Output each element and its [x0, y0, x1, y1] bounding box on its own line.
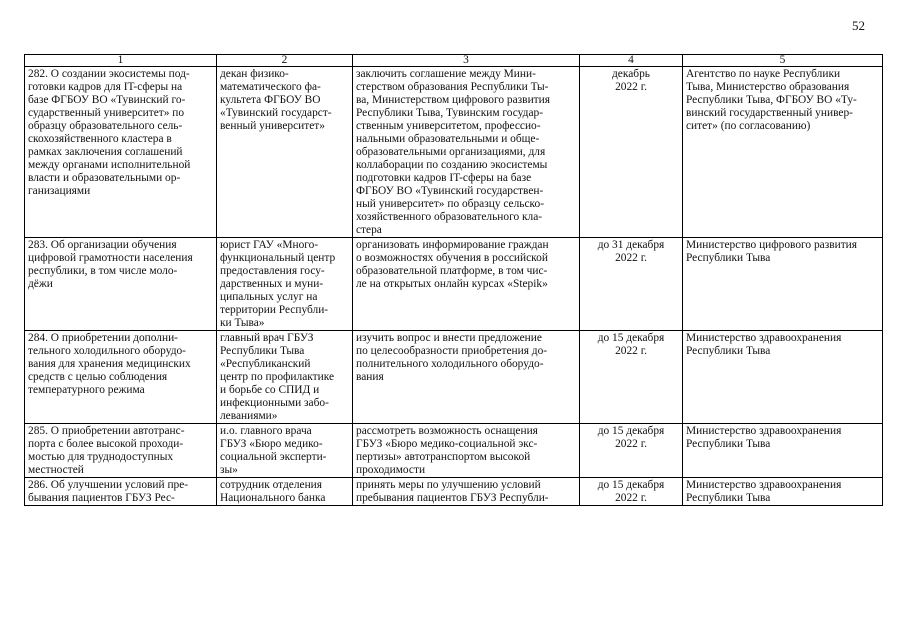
cell-text-line: рамках заключения соглашений [28, 146, 183, 158]
speaker-cell [217, 238, 353, 331]
cell-text-line: территории Республи- [220, 304, 329, 316]
cell-text-line: 2022 г. [615, 345, 647, 357]
deadline-cell [580, 331, 683, 424]
cell-text-line: бывания пациентов ГБУЗ Рес- [28, 492, 175, 504]
column-header: 2 [217, 55, 353, 67]
cell-text-line: венный университет» [220, 120, 325, 132]
cell-text-line: 286. Об улучшении условий пре- [28, 479, 189, 491]
action-cell [353, 478, 580, 506]
cell-text-line: Тыва, Министерство образования [686, 81, 850, 93]
action-cell [353, 331, 580, 424]
cell-text-line: по целесообразности приобретения до- [356, 345, 548, 357]
cell-text-line: стерством образования Республики Ты- [356, 81, 549, 93]
deadline-cell [580, 238, 683, 331]
cell-text-line: Министерство здравоохранения [686, 425, 842, 437]
cell-text-line: леваниями» [220, 410, 278, 422]
cell-text-line: и.о. главного врача [220, 425, 312, 437]
cell-text-line: декан физико- [220, 68, 289, 80]
cell-text-line: декабрь [612, 68, 650, 80]
cell-text-line: и борьбе со СПИД и [220, 384, 320, 396]
cell-text-line: социальной эксперти- [220, 451, 327, 463]
table-row [25, 331, 883, 424]
cell-text-line: нальными образовательными и обще- [356, 133, 540, 145]
speaker-cell [217, 331, 353, 424]
cell-text-line: образовательными организациями, для [356, 146, 546, 158]
cell-text-line: Республики Тыва [686, 345, 771, 357]
cell-text-line: хозяйственного образовательного кла- [356, 211, 543, 223]
cell-text-line: рассмотреть возможность оснащения [356, 425, 538, 437]
cell-text-line: ный университет» по образцу сельско- [356, 198, 544, 210]
cell-text-line: Республики Тыва [686, 252, 771, 264]
task-title-cell [25, 424, 217, 478]
cell-text-line: ственным университетом, профессио- [356, 120, 541, 132]
cell-text-line: 2022 г. [615, 81, 647, 93]
task-title-cell [25, 67, 217, 238]
cell-text-line: образовательной платформе, в том чис- [356, 265, 548, 277]
cell-text-line: власти и образовательными ор- [28, 172, 181, 184]
cell-text-line: Республики Тыва, ФГБОУ ВО «Ту- [686, 94, 857, 106]
cell-text-line: базе ФГБОУ ВО «Тувинский го- [28, 94, 186, 106]
speaker-cell [217, 424, 353, 478]
column-header: 5 [683, 55, 883, 67]
cell-text-line: Национального банка [220, 492, 326, 504]
cell-text-line: ки Тыва» [220, 317, 265, 329]
cell-text-line: подготовки кадров IT-сферы на базе [356, 172, 532, 184]
cell-text-line: ле на открытых онлайн курсах «Stepik» [356, 278, 548, 290]
cell-text-line: принять меры по улучшению условий [356, 479, 541, 491]
cell-text-line: математического фа- [220, 81, 321, 93]
speaker-cell [217, 478, 353, 506]
cell-text-line: изучить вопрос и внести предложение [356, 332, 542, 344]
action-cell [353, 67, 580, 238]
cell-text-line: ГБУЗ «Бюро медико- [220, 438, 323, 450]
cell-text-line: «Тувинский государст- [220, 107, 332, 119]
cell-text-line: функциональный центр [220, 252, 336, 264]
cell-text-line: ганизациями [28, 185, 91, 197]
cell-text-line: дарственных и муни- [220, 278, 324, 290]
cell-text-line: Республики Тыва [220, 345, 305, 357]
cell-text-line: проходимости [356, 464, 426, 476]
header-row [25, 55, 883, 67]
cell-text-line: коллаборации по созданию экосистемы [356, 159, 548, 171]
cell-text-line: ГБУЗ «Бюро медико-социальной экс- [356, 438, 538, 450]
column-header: 1 [25, 55, 217, 67]
cell-text-line: ципальных услуг на [220, 291, 318, 303]
cell-text-line: главный врач ГБУЗ [220, 332, 314, 344]
table-row [25, 424, 883, 478]
cell-text-line: заключить соглашение между Мини- [356, 68, 536, 80]
deadline-cell [580, 478, 683, 506]
deadline-cell [580, 67, 683, 238]
cell-text-line: 282. О создании экосистемы под- [28, 68, 190, 80]
cell-text-line: Министерство цифрового развития [686, 239, 858, 251]
cell-text-line: 2022 г. [615, 438, 647, 450]
cell-text-line: винский государственный универ- [686, 107, 853, 119]
cell-text-line: готовки кадров для IT-сферы на [28, 81, 183, 93]
cell-text-line: Республики Тыва [686, 492, 771, 504]
cell-text-line: вания [356, 371, 384, 383]
page-number: 52 [852, 18, 865, 33]
cell-text-line: Республики Тыва, Тувинским государ- [356, 107, 543, 119]
responsible-cell [683, 238, 883, 331]
table-row [25, 238, 883, 331]
cell-text-line: до 15 декабря [597, 425, 665, 437]
cell-text-line: культета ФГБОУ ВО [220, 94, 321, 106]
responsible-cell [683, 331, 883, 424]
table-row [25, 478, 883, 506]
cell-text-line: между органами исполнительной [28, 159, 191, 171]
cell-text-line: Министерство здравоохранения [686, 332, 842, 344]
cell-text-line: дёжи [28, 278, 53, 290]
cell-text-line: о возможностях обучения в российской [356, 252, 548, 264]
cell-text-line: «Республиканский [220, 358, 311, 370]
responsible-cell [683, 67, 883, 238]
action-cell [353, 238, 580, 331]
task-title-cell [25, 238, 217, 331]
column-header: 3 [353, 55, 580, 67]
cell-text-line: пертизы» автотранспортом высокой [356, 451, 531, 463]
speaker-cell [217, 67, 353, 238]
table-row [25, 67, 883, 238]
cell-text-line: до 31 декабря [597, 239, 665, 251]
responsible-cell [683, 478, 883, 506]
column-header: 4 [580, 55, 683, 67]
deadline-cell [580, 424, 683, 478]
cell-text-line: сотрудник отделения [220, 479, 323, 491]
cell-text-line: образцу образовательного сель- [28, 120, 183, 132]
cell-text-line: до 15 декабря [597, 332, 665, 344]
cell-text-line: 2022 г. [615, 252, 647, 264]
cell-text-line: стера [356, 224, 382, 236]
task-title-cell [25, 331, 217, 424]
cell-text-line: ситет» (по согласованию) [686, 120, 811, 132]
cell-text-line: инфекционными забо- [220, 397, 329, 409]
cell-text-line: средств с целью соблюдения [28, 371, 168, 383]
cell-text-line: мостью для труднодоступных [28, 451, 174, 463]
cell-text-line: Агентство по науке Республики [686, 68, 841, 80]
cell-text-line: центр по профилактике [220, 371, 335, 383]
task-title-cell [25, 478, 217, 506]
cell-text-line: порта с более высокой проходи- [28, 438, 184, 450]
cell-text-line: вания для хранения медицинских [28, 358, 191, 370]
cell-text-line: 2022 г. [615, 492, 647, 504]
cell-text-line: пребывания пациентов ГБУЗ Республи- [356, 492, 549, 504]
cell-text-line: Министерство здравоохранения [686, 479, 842, 491]
cell-text-line: республики, в том числе моло- [28, 265, 178, 277]
cell-text-line: 284. О приобретении дополни- [28, 332, 178, 344]
action-cell [353, 424, 580, 478]
cell-text-line: ва, Министерством цифрового развития [356, 94, 550, 106]
cell-text-line: 283. Об организации обучения [28, 239, 177, 251]
cell-text-line: ФГБОУ ВО «Тувинский государствен- [356, 185, 544, 197]
cell-text-line: тельного холодильного оборудо- [28, 345, 186, 357]
table-body [25, 67, 883, 506]
cell-text-line: сударственный университет» по [28, 107, 185, 119]
document-table [24, 54, 883, 506]
cell-text-line: 285. О приобретении автотранс- [28, 425, 185, 437]
cell-text-line: цифровой грамотности населения [28, 252, 193, 264]
cell-text-line: зы» [220, 464, 238, 476]
cell-text-line: местностей [28, 464, 84, 476]
responsible-cell [683, 424, 883, 478]
cell-text-line: предоставления госу- [220, 265, 325, 277]
cell-text-line: полнительного холодильного оборудо- [356, 358, 544, 370]
cell-text-line: скохозяйственного кластера в [28, 133, 172, 145]
cell-text-line: температурного режима [28, 384, 145, 396]
cell-text-line: юрист ГАУ «Много- [220, 239, 319, 251]
cell-text-line: организовать информирование граждан [356, 239, 549, 251]
cell-text-line: до 15 декабря [597, 479, 665, 491]
cell-text-line: Республики Тыва [686, 438, 771, 450]
